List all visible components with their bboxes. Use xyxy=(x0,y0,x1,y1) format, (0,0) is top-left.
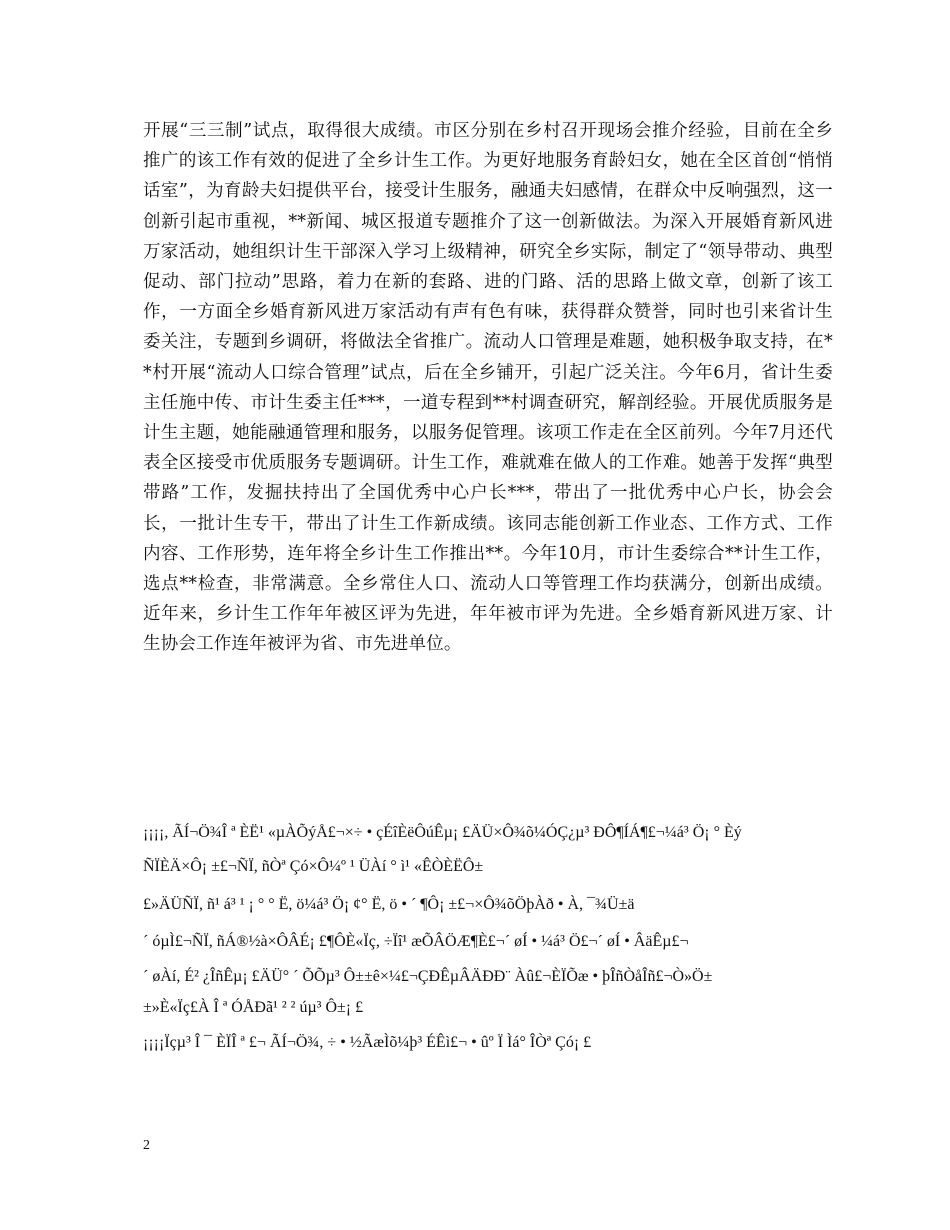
garbled-text-line: ¡¡¡¡, ÃÍ¬Ö¾Î ª ÈË¹ «µÀÕýÅ£¬×÷ • çÉîÈëÔúÊµ¡ £ÄÜ×Ô¾õ¼ÓÇ¿µ³ ÐÔ¶ÍÁ¶£¬¼á³ Ö¡ ° Èý xyxy=(143,824,742,841)
garbled-text-line: ÑÏÈÄ×Ô¡ ±£¬ÑÏ, ñÒª Çó×Ô¼º ¹ ÜÀí ° ì¹ «ÊÒÈËÔ± xyxy=(143,858,484,875)
body-paragraph: 开展“三三制”试点，取得很大成绩。市区分别在乡村召开现场会推介经验，目前在全乡推广的该工作有效的促进了全乡计生工作。为更好地服务育龄妇女，她在全区首创“悄悄话室”，为育龄夫妇提供平台，接受计生服务，融通夫妇感情，在群众中反响强烈，这一创新引起市重视，**新闻、城区报道专题推介了这一创新做法。为深入开展婚育新风进万家活动，她组织计生干部深入学习上级精神，研究全乡实际，制定了“领导带动、典型促动、部门拉动”思路，着力在新的套路、进的门路、活的思路上做文章，创新了该工作，一方面全乡婚育新风进万家活动有声有色有味，获得群众赞誉，同时也引来省计生委关注，专题到乡调研，将做法全省推广。流动人口管理是难题，她积极争取支持，在**村开展“流动人口综合管理”试点，后在全乡铺开，引起广泛关注。今年6月，省计生委主任施中传、市计生委主任***，一道专程到**村调查研究，解剖经验。开展优质服务是计生主题，她能融通管理和服务，以服务促管理。该项工作走在全区前列。今年7月还代表全区接受市优质服务专题调研。计生工作，难就难在做人的工作难。她善于发挥“典型带路”工作，发掘扶持出了全国优秀中心户长***，带出了一批优秀中心户长，协会会长，一批计生专干，带出了计生工作新成绩。该同志能创新工作业态、工作方式、工作内容、工作形势，连年将全乡计生工作推出**。今年10月，市计生委综合**计生工作，选点**检查，非常满意。全乡常住人口、流动人口等管理工作均获满分，创新出成绩。近年来，乡计生工作年年被区评为先进，年年被市评为先进。全乡婚育新风进万家、计生协会工作连年被评为省、市先进单位。 xyxy=(143,121,833,655)
garbled-text-line: ´ øÀí, É² ¿ÎñÊµ¡ £ÄÜ° ´ ÕÕµ³ Ô±±ê×¼£¬ÇÐÊµÂÄÐÐ¨ Àû£¬ÈÏÕæ • þÎñÒåÎñ£¬Ò»Ö± xyxy=(143,968,713,985)
garbled-text-line: ¡¡¡¡Ïçµ³ Î ¯ ÈÏÎ ª £¬ ÃÍ¬Ö¾, ÷ • ½ÃæÌõ¼þ³ ÉÊì£¬ • ûº Ï Ìá° ÎÒª Çó¡ £ xyxy=(143,1034,592,1051)
garbled-text-line: £»ÄÜÑÏ, ñ¹ á³ ¹ ¡ ° ° Ë, ö¼á³ Ö¡ ¢° Ë, ö • ´ ¶Ô¡ ±£¬×Ô¾õÖþÀð • À, ¯¾Ü±ä xyxy=(143,896,635,913)
garbled-text-line: ±»È«Ïç£À Î ª ÓÅÐã¹ ² ² úµ³ Ô±¡ £ xyxy=(143,999,364,1016)
page-number: 2 xyxy=(143,1138,150,1153)
garbled-text-line: ´ óµÌ£¬ÑÏ, ñÁ®½à×ÔÂÉ¡ £¶ÔÈ«Ïç, ÷Ïî¹ æÕÂÖÆ¶È£¬´ øÍ • ¼á³ Ö£¬´ øÍ • ÂäÊµ£¬ xyxy=(143,933,689,950)
